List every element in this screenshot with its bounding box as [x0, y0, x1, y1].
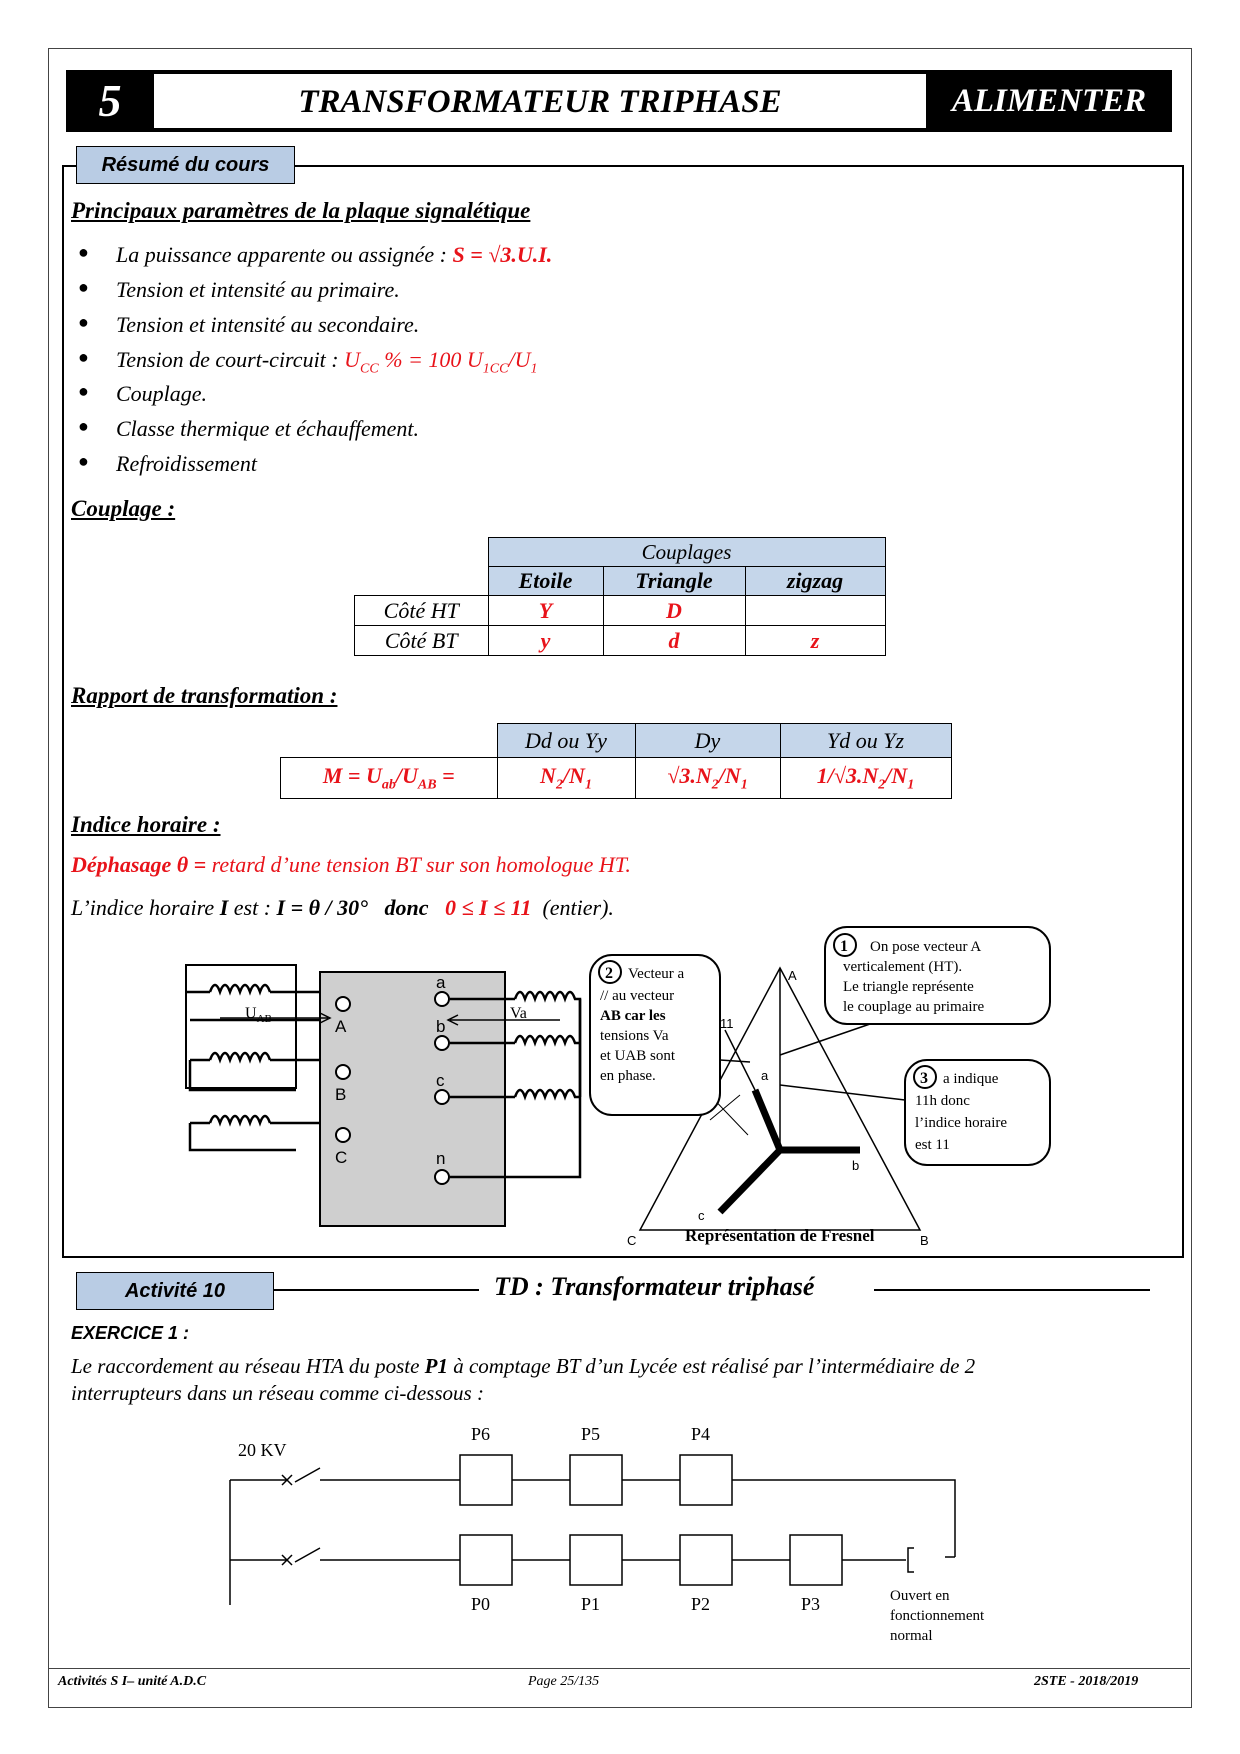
- open-note-line: Ouvert en: [890, 1588, 950, 1604]
- post-label-p5: P5: [581, 1424, 601, 1444]
- footer-rule: [48, 1668, 1190, 1669]
- bubble-2-line: Vecteur a: [628, 966, 685, 982]
- top-bus: [512, 1480, 955, 1557]
- bullet-court-circuit: ● Tension de court-circuit : $U_{CC}$ % = 100 $U_{1CC}/U_1$: [78, 347, 538, 377]
- bubble-1-pointer: [780, 1024, 870, 1055]
- plaque-title: Principaux paramètres de la plaque signalétique: [71, 198, 531, 223]
- exercise-title: EXERCICE 1 :: [71, 1323, 190, 1343]
- post-box-p3: [790, 1535, 842, 1585]
- indice-title: Indice horaire :: [71, 812, 221, 837]
- bubble-2-line: et UAB sont: [600, 1048, 675, 1064]
- summary-tag: Résumé du cours: [76, 146, 295, 184]
- col-yd-yz: Yd ou Yz: [780, 724, 951, 758]
- post-box-p1: [570, 1535, 622, 1585]
- dephasage-line: Déphasage θ = retard d’une tension BT sur son homologue HT.: [71, 852, 631, 877]
- bullet-puissance: ● La puissance apparente ou assignée : S = √3.U.I.: [78, 242, 553, 267]
- post-box-p2: [680, 1535, 732, 1585]
- bubble-1-line: le couplage au primaire: [843, 999, 985, 1015]
- bubble-3-number: 3: [920, 1070, 928, 1087]
- bubble-3-line: l’indice horaire: [915, 1115, 1008, 1131]
- exercise-text-2: interrupteurs dans un réseau comme ci-dessous :: [71, 1381, 484, 1405]
- cell-bt-zigzag: z: [745, 626, 885, 656]
- couplage-table: [354, 537, 886, 656]
- bullet-primaire: ● Tension et intensité au primaire.: [78, 277, 400, 302]
- bubble-1-line: verticalement (HT).: [843, 959, 963, 975]
- rapport-val-dd: $N_2/N_1$: [497, 758, 635, 799]
- col-dy: Dy: [635, 724, 780, 758]
- bubble-3-line: 11h donc: [915, 1093, 970, 1109]
- bubble-2-pointer: [720, 1060, 750, 1062]
- primary-windings: [186, 965, 340, 1150]
- open-point: [908, 1548, 914, 1572]
- cell-ht-triangle: D: [603, 596, 745, 626]
- couplage-title: Couplage :: [71, 496, 176, 521]
- bullet-classe: ● Classe thermique et échauffement.: [78, 416, 420, 441]
- chapter-number: 5: [66, 70, 154, 132]
- vertex-b: b: [852, 1158, 860, 1173]
- footer-left: Activités S I– unité A.D.C: [58, 1674, 207, 1689]
- row-bt-label: Côté BT: [355, 626, 489, 656]
- activity-rule-left: [274, 1289, 479, 1291]
- post-box-p6: [460, 1455, 512, 1505]
- bubble-3-pointer: [780, 1085, 905, 1100]
- cell-ht-zigzag: [745, 596, 885, 626]
- open-note-line: normal: [890, 1628, 933, 1644]
- bubble-3-line: est 11: [915, 1137, 950, 1153]
- col-zigzag: zigzag: [745, 567, 885, 596]
- activity-rule-right: [874, 1289, 1150, 1291]
- vertex-11: 11: [720, 1016, 734, 1031]
- bubble-1-line: On pose vecteur A: [870, 939, 982, 955]
- bubble-1-line: Le triangle représente: [843, 979, 974, 995]
- uab-arrow: [220, 1013, 330, 1023]
- terminal-c: c: [436, 1071, 445, 1090]
- rapport-lhs: $M = U_{ab}/U_{AB}$ =: [281, 758, 498, 799]
- bubble-1-number: 1: [840, 938, 848, 955]
- bubble-2-number: 2: [605, 965, 613, 982]
- bubble-2-line: tensions Va: [600, 1028, 669, 1044]
- rapport-val-dy: $√3.N_2/N_1$: [635, 758, 780, 799]
- post-label-p1: P1: [581, 1594, 601, 1614]
- footer-page: Page 25/135: [528, 1674, 600, 1689]
- cell-bt-etoile: y: [488, 626, 603, 656]
- bullet-secondaire: ● Tension et intensité au secondaire.: [78, 312, 420, 337]
- post-box-p5: [570, 1455, 622, 1505]
- open-note-line: fonctionnement: [890, 1608, 985, 1624]
- rapport-val-yd: $1/√3.N_2/N_1$: [780, 758, 951, 799]
- vertex-A: A: [788, 968, 797, 983]
- vertex-B: B: [920, 1233, 929, 1248]
- post-box-p4: [680, 1455, 732, 1505]
- bubble-2-line: en phase.: [600, 1068, 656, 1084]
- row-ht-label: Côté HT: [355, 596, 489, 626]
- network-diagram: [220, 1420, 1020, 1660]
- post-label-p3: P3: [801, 1594, 821, 1614]
- col-triangle: Triangle: [603, 567, 745, 596]
- fresnel-caption: Représentation de Fresnel: [685, 1226, 875, 1245]
- rapport-title: Rapport de transformation :: [71, 683, 338, 708]
- transformer-diagram: [180, 920, 1060, 1250]
- bubble-3-line: a indique: [943, 1071, 999, 1087]
- voltage-label: 20 KV: [238, 1440, 287, 1460]
- post-box-p0: [460, 1535, 512, 1585]
- couplage-group-header: Couplages: [488, 538, 885, 567]
- bubble-2-line: // au vecteur: [600, 988, 675, 1004]
- terminal-a: a: [436, 973, 446, 992]
- uab-label: $U_{AB}$: [245, 1005, 272, 1025]
- bullet-refroidissement: ● Refroidissement: [78, 451, 257, 476]
- col-etoile: Etoile: [488, 567, 603, 596]
- va-label: Va: [510, 1005, 527, 1022]
- vertex-c: c: [698, 1208, 705, 1223]
- col-dd-yy: Dd ou Yy: [497, 724, 635, 758]
- post-label-p6: P6: [471, 1424, 491, 1444]
- top-line: [230, 1468, 460, 1482]
- post-label-p2: P2: [691, 1594, 711, 1614]
- bottom-line: [230, 1548, 460, 1562]
- terminal-b: b: [436, 1017, 446, 1036]
- terminal-B: B: [335, 1085, 347, 1104]
- activity-tag: Activité 10: [76, 1272, 274, 1310]
- terminal-n: n: [436, 1149, 446, 1168]
- page-title: TRANSFORMATEUR TRIPHASE: [154, 70, 926, 132]
- activity-title: TD : Transformateur triphasé: [494, 1272, 815, 1301]
- cell-bt-triangle: d: [603, 626, 745, 656]
- exercise-text-1: Le raccordement au réseau HTA du poste P1 à comptage BT d’un Lycée est réalisé par l’intermédiaire de 2: [71, 1354, 976, 1378]
- terminal-box: [320, 972, 505, 1226]
- post-label-p0: P0: [471, 1594, 491, 1614]
- terminal-A: A: [335, 1017, 347, 1036]
- bubble-2-line: AB car les: [600, 1008, 666, 1024]
- terminal-C: C: [335, 1148, 348, 1167]
- footer-right: 2STE - 2018/2019: [1034, 1674, 1139, 1689]
- post-label-p4: P4: [691, 1424, 711, 1444]
- section-label: ALIMENTER: [926, 70, 1172, 132]
- vertex-C: C: [627, 1233, 637, 1248]
- indice-line: L’indice horaire I est : I = θ / 30° donc 0 ≤ I ≤ 11 (entier).: [71, 895, 614, 920]
- rapport-table: [280, 723, 952, 799]
- bullet-couplage: ● Couplage.: [78, 381, 208, 406]
- vertex-a: a: [761, 1068, 769, 1083]
- cell-ht-etoile: Y: [488, 596, 603, 626]
